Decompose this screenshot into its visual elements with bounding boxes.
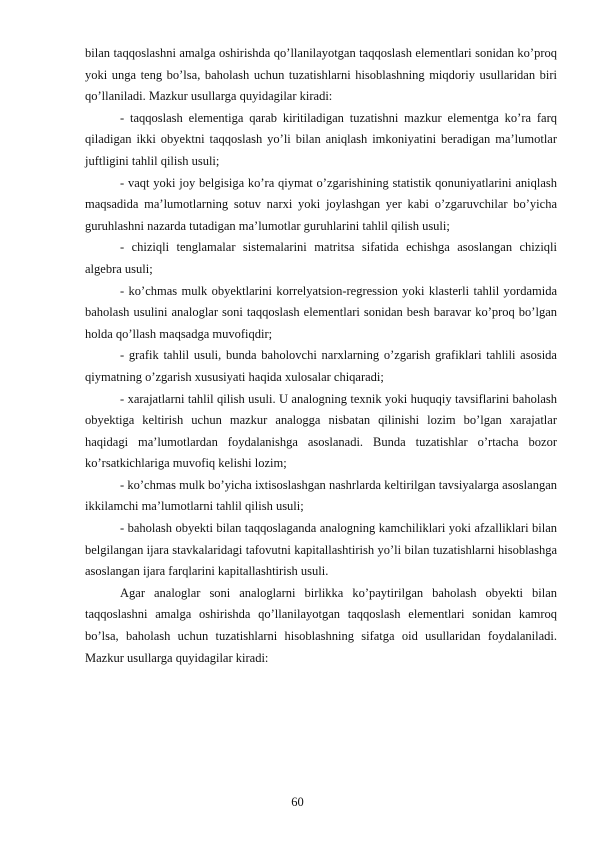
paragraph-linear-algebra: - chiziqli tenglamalar sistemalarini matritsa sifatida echishga asoslangan chiziqli algebra usuli; bbox=[85, 240, 557, 276]
body-text bbox=[85, 43, 557, 669]
paragraph-continuation: bilan taqqoslashni amalga oshirishda qo’llanilayotgan taqqoslash elementlari sonidan ko’proq yoki unga teng bo’lsa, baholash uchun tuzatishlarni hisoblashning miqdoriy usullaridan biri qo’llaniladi. Mazkur usullarga quyidagilar kiradi: bbox=[85, 46, 557, 104]
paragraph-qualitative-methods: Agar analoglar soni analoglarni birlikka ko’paytirilgan baholash obyekti bilan taqqoslashni amalga oshirishda qo’llanilayotgan taqqoslash elementlari sonidan kamroq bo’lsa, baholash uchun tuzatishlarni hisoblashning sifatga oid usullaridan foydalaniladi. Mazkur usullarga quyidagilar kiradi: bbox=[85, 585, 557, 665]
page-number: 60 bbox=[291, 795, 304, 809]
paragraph-regression: - ko’chmas mulk obyektlarini korrelyatsion-regression yoki klasterli tahlil yordamida baholash usulini analoglar soni taqqoslash elementlari sonidan besh baravar ko’proq bo’lgan holda qo’llash maqsadga muvofiqdir; bbox=[85, 283, 557, 341]
paragraph-rent-capitalization: - baholash obyekti bilan taqqoslaganda analogning kamchiliklari yoki afzalliklari bilan belgilangan ijara stavkalaridagi tafovutni kapitallashtirish yo’li bilan tuzatishlarni hisoblashga asoslangan ijara farqlarini kapitallashtirish usuli. bbox=[85, 521, 557, 579]
paragraph-secondary-data: - ko’chmas mulk bo’yicha ixtisoslashgan nashrlarda keltirilgan tavsiyalarga asoslangan ikkilamchi ma’lumotlarni tahlil qilish usuli; bbox=[85, 477, 557, 514]
paragraph-cost-analysis: - xarajatlarni tahlil qilish usuli. U analogning texnik yoki huquqiy tavsiflarini baholash obyektiga keltirish uchun mazkur analogga nisbatan qilinishi lozim bo’lgan xarajatlar haqidagi ma’lumotlardan foydalanishga asoslanadi. Bunda tuzatishlar o’rtacha bozor ko’rsatkichlariga muvofiq kelishi lozim; bbox=[85, 391, 557, 471]
paragraph-graphic-analysis: - grafik tahlil usuli, bunda baholovchi narxlarning o’zgarish grafiklari tahlili asosida qiymatning o’zgarish xususiyati haqida xulosalar chiqaradi; bbox=[85, 348, 557, 384]
paragraph-group-analysis: - vaqt yoki joy belgisiga ko’ra qiymat o’zgarishining statistik qonuniyatlarini aniqlash maqsadida ma’lumotlarning sotuv narxi yoki joylashgan yer kabi o’zgaruvchilar bo’yicha guruhlashni nazarda tutadigan ma’lumotlar guruhlarini tahlil qilish usuli; bbox=[85, 175, 557, 233]
paragraph-pairs-analysis: - taqqoslash elementiga qarab kiritiladigan tuzatishni mazkur elementga ko’ra farq qiladigan ikki obyektni taqqoslash yo’li bilan aniqlash imkoniyatini beradigan ma’lumotlar juftligini tahlil qilish usuli; bbox=[85, 110, 557, 168]
